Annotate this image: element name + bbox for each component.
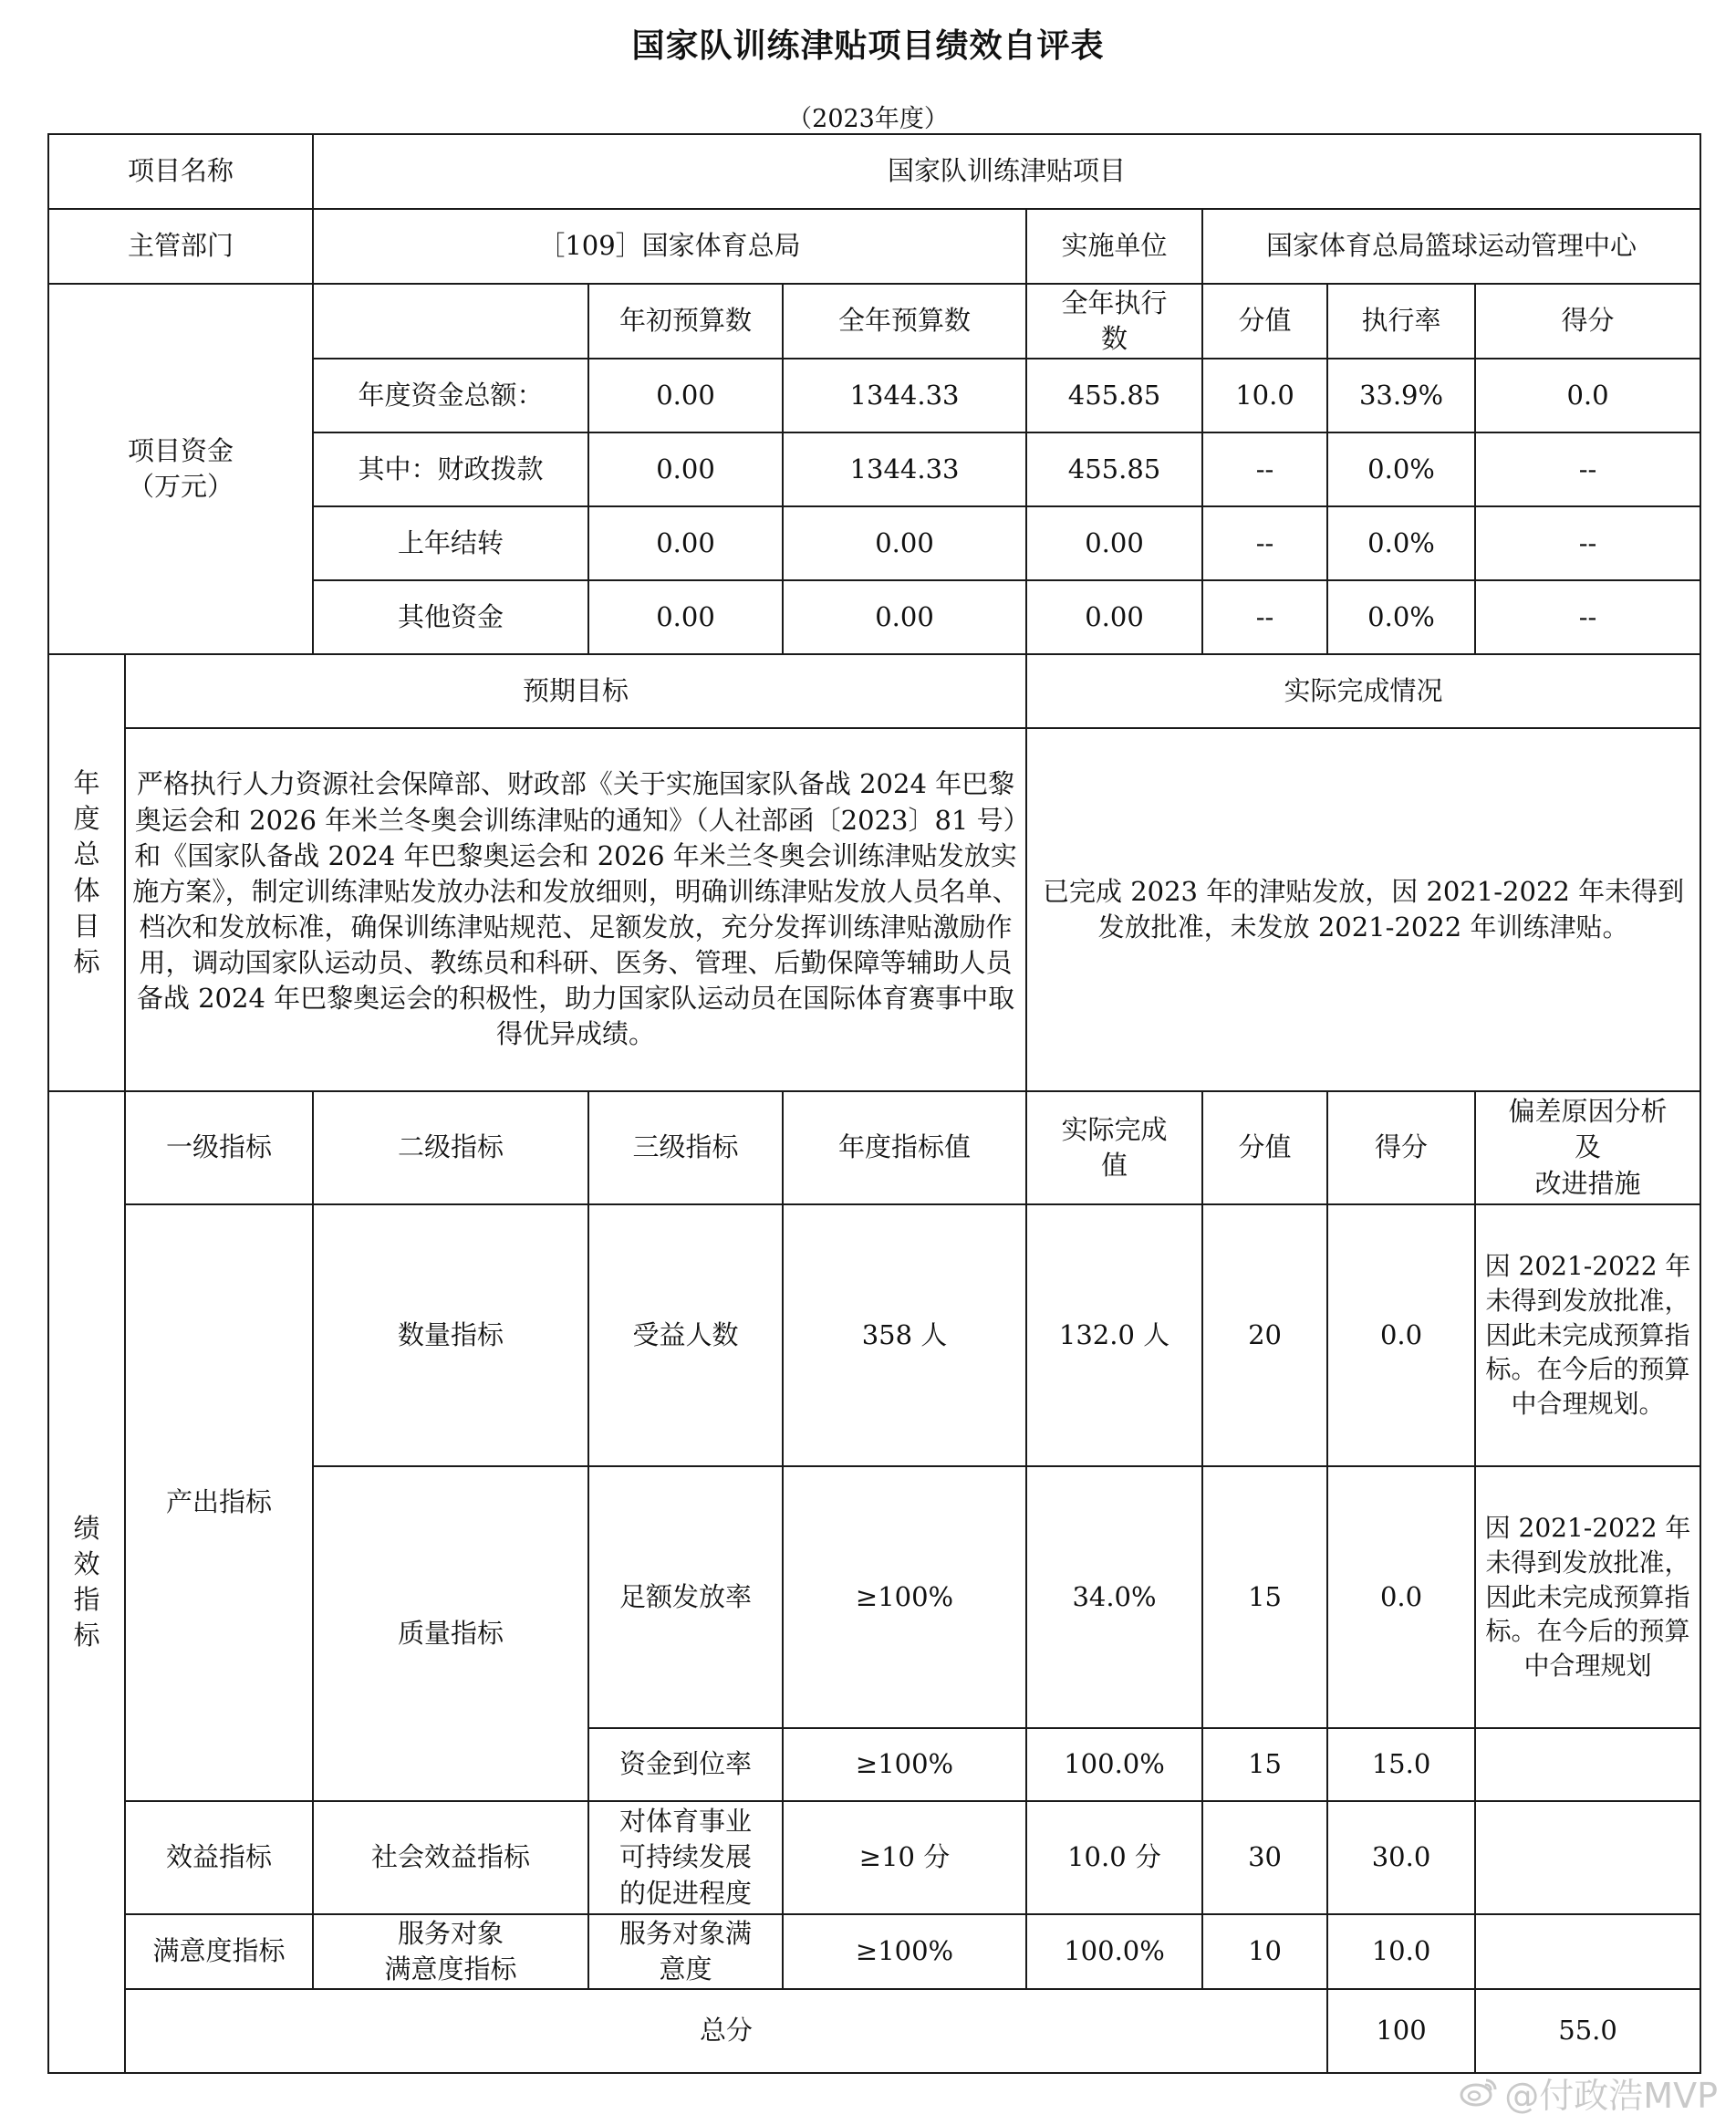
indicator-row	[48, 1204, 1700, 1466]
funds-header-annual: 全年预算数	[783, 284, 1026, 359]
funds-row-score: --	[1475, 506, 1700, 580]
project-name-row	[48, 134, 1700, 209]
level3-name: 资金到位率	[588, 1728, 783, 1801]
funds-row-executed: 455.85	[1026, 359, 1202, 432]
funds-row-score: --	[1475, 580, 1700, 654]
actual-value: 34.0%	[1026, 1466, 1202, 1728]
deviation-reason	[1475, 1801, 1700, 1914]
funds-header-blank	[313, 284, 588, 359]
funds-row-rate: 0.0%	[1327, 506, 1475, 580]
department-label: 主管部门	[48, 209, 313, 284]
funds-section-label: 项目资金 （万元）	[48, 284, 313, 654]
total-label: 总分	[125, 1989, 1327, 2073]
page-subtitle: （2023年度）	[787, 105, 949, 133]
funds-row-rate: 0.0%	[1327, 580, 1475, 654]
funds-row-executed: 0.00	[1026, 580, 1202, 654]
total-row	[48, 1989, 1700, 2073]
indicators-section-label: 绩 效 指 标	[48, 1091, 125, 2073]
total-score-value: 100	[1327, 1989, 1475, 2073]
funds-header-initial: 年初预算数	[588, 284, 783, 359]
indicator-row	[48, 1801, 1700, 1914]
header-actual: 实际完成 值	[1026, 1091, 1202, 1204]
watermark-text: @付政浩MVP	[1504, 2076, 1718, 2116]
goals-content-row	[48, 728, 1700, 1091]
funds-row-annual: 0.00	[783, 580, 1026, 654]
funds-row-annual: 0.00	[783, 506, 1026, 580]
target-value: ≥10 分	[783, 1801, 1026, 1914]
weibo-icon	[1459, 2075, 1499, 2116]
funds-row-score-value: --	[1202, 432, 1327, 506]
total-score: 55.0	[1475, 1989, 1700, 2073]
deviation-reason	[1475, 1914, 1700, 1989]
output-indicator-label: 产出指标	[125, 1204, 313, 1801]
score: 0.0	[1327, 1466, 1475, 1728]
level3-name: 受益人数	[588, 1204, 783, 1466]
header-level2: 二级指标	[313, 1091, 588, 1204]
target-value: ≥100%	[783, 1914, 1026, 1989]
department-row	[48, 209, 1700, 284]
funds-row-initial: 0.00	[588, 580, 783, 654]
social-benefit-indicator-label: 社会效益指标	[313, 1801, 588, 1914]
target-value: 358 人	[783, 1204, 1026, 1466]
level3-name: 足额发放率	[588, 1466, 783, 1728]
actual-value: 10.0 分	[1026, 1801, 1202, 1914]
funds-header-rate: 执行率	[1327, 284, 1475, 359]
header-score: 得分	[1327, 1091, 1475, 1204]
implementing-unit-label: 实施单位	[1026, 209, 1202, 284]
deviation-reason: 因 2021-2022 年未得到发放批准，因此未完成预算指标。在今后的预算中合理规划。	[1475, 1204, 1700, 1466]
score-value: 10	[1202, 1914, 1327, 1989]
funds-row-label: 其中：财政拨款	[313, 432, 588, 506]
score: 15.0	[1327, 1728, 1475, 1801]
deviation-reason	[1475, 1728, 1700, 1801]
funds-header-executed: 全年执行 数	[1026, 284, 1202, 359]
header-deviation-reason: 偏差原因分析 及 改进措施	[1475, 1091, 1700, 1204]
actual-value: 100.0%	[1026, 1728, 1202, 1801]
department-value: ［109］国家体育总局	[313, 209, 1026, 284]
self-evaluation-table	[47, 133, 1701, 2074]
score: 0.0	[1327, 1204, 1475, 1466]
goals-header-row	[48, 654, 1700, 728]
expected-goal-text: 严格执行人力资源社会保障部、财政部《关于实施国家队备战 2024 年巴黎奥运会和 2026 年米兰冬奥会训练津贴的通知》（人社部函〔2023〕81 号）和《国家队备战 2024 年巴黎奥运会和 2026 年米兰冬奥会训练津贴发放实施方案》，制定训练津贴发放办法和发放细则，明确训练津贴发放人员名单、档次和发放标准，确保训练津贴规范、足额发放，充分发挥训练津贴激励作用，调动国家队运动员、教练员和科研、医务、管理、后勤保障等辅助人员备战 2024 年巴黎奥运会的积极性，助力国家队运动员在国际体育赛事中取得优异成绩。	[125, 728, 1026, 1091]
funds-row-rate: 33.9%	[1327, 359, 1475, 432]
target-value: ≥100%	[783, 1728, 1026, 1801]
quality-indicator-label: 质量指标	[313, 1466, 588, 1801]
actual-completion-text: 已完成 2023 年的津贴发放，因 2021-2022 年未得到发放批准，未发放 2021-2022 年训练津贴。	[1026, 728, 1700, 1091]
level3-name: 对体育事业 可持续发展 的促进程度	[588, 1801, 783, 1914]
quantity-indicator-label: 数量指标	[313, 1204, 588, 1466]
funds-row-annual: 1344.33	[783, 359, 1026, 432]
deviation-reason: 因 2021-2022 年未得到发放批准，因此未完成预算指标。在今后的预算中合理规划	[1475, 1466, 1700, 1728]
funds-row-rate: 0.0%	[1327, 432, 1475, 506]
funds-row-annual: 1344.33	[783, 432, 1026, 506]
funds-row-score-value: 10.0	[1202, 359, 1327, 432]
funds-header-score-value: 分值	[1202, 284, 1327, 359]
project-name-label: 项目名称	[48, 134, 313, 209]
funds-row-label: 年度资金总额：	[313, 359, 588, 432]
funds-row-executed: 455.85	[1026, 432, 1202, 506]
funds-row-score-value: --	[1202, 506, 1327, 580]
implementing-unit-value: 国家体育总局篮球运动管理中心	[1202, 209, 1700, 284]
indicator-row	[48, 1914, 1700, 1989]
score: 30.0	[1327, 1801, 1475, 1914]
funds-row-initial: 0.00	[588, 432, 783, 506]
level3-name: 服务对象满 意度	[588, 1914, 783, 1989]
score-value: 30	[1202, 1801, 1327, 1914]
service-satisfaction-indicator-label: 服务对象 满意度指标	[313, 1914, 588, 1989]
target-value: ≥100%	[783, 1466, 1026, 1728]
score-value: 15	[1202, 1466, 1327, 1728]
funds-row-executed: 0.00	[1026, 506, 1202, 580]
expected-goal-header: 预期目标	[125, 654, 1026, 728]
header-level3: 三级指标	[588, 1091, 783, 1204]
indicators-header-row	[48, 1091, 1700, 1204]
funds-row-initial: 0.00	[588, 359, 783, 432]
benefit-indicator-label: 效益指标	[125, 1801, 313, 1914]
funds-row-score: 0.0	[1475, 359, 1700, 432]
header-target: 年度指标值	[783, 1091, 1026, 1204]
funds-header-score: 得分	[1475, 284, 1700, 359]
funds-row-score-value: --	[1202, 580, 1327, 654]
project-name-value: 国家队训练津贴项目	[313, 134, 1700, 209]
funds-row-initial: 0.00	[588, 506, 783, 580]
watermark	[1459, 2068, 1718, 2118]
actual-value: 132.0 人	[1026, 1204, 1202, 1466]
funds-row-label: 上年结转	[313, 506, 588, 580]
funds-row-label: 其他资金	[313, 580, 588, 654]
score-value: 20	[1202, 1204, 1327, 1466]
satisfaction-indicator-label: 满意度指标	[125, 1914, 313, 1989]
actual-completion-header: 实际完成情况	[1026, 654, 1700, 728]
goals-section-label: 年 度 总 体 目 标	[48, 654, 125, 1091]
funds-row-score: --	[1475, 432, 1700, 506]
actual-value: 100.0%	[1026, 1914, 1202, 1989]
header-score-value: 分值	[1202, 1091, 1327, 1204]
page-title: 国家队训练津贴项目绩效自评表	[631, 27, 1105, 65]
score-value: 15	[1202, 1728, 1327, 1801]
header-level1: 一级指标	[125, 1091, 313, 1204]
score: 10.0	[1327, 1914, 1475, 1989]
funds-header-row	[48, 284, 1700, 359]
